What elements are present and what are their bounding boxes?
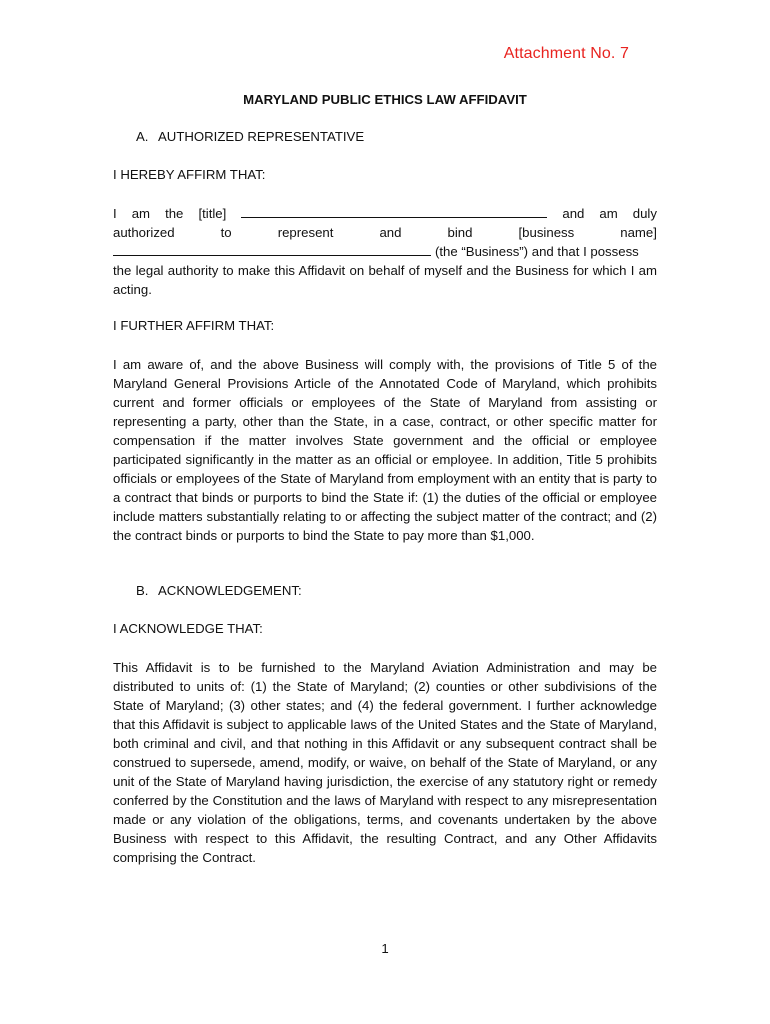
word: authorized	[113, 225, 175, 240]
affirm-row-3	[113, 242, 657, 261]
affirm-block	[113, 204, 657, 299]
affirm-row-2	[113, 223, 657, 242]
business-name-blank-field[interactable]	[113, 242, 431, 256]
attachment-label: Attachment No. 7	[503, 45, 629, 62]
ethics-paragraph: I am aware of, and the above Business will comply with, the provisions of Title 5 of the Maryland General Provisions Article of the Annotated Code of Maryland, which prohibits current and former officials or employees of the State of Maryland from assisting or representing a party, other than the State, in a case, contract, or other specific matter for compensation if the matter involves State government and the official or employee participated significantly in the matter as an official or employee. In addition, Title 5 prohibits officials or employees of the State of Maryland from employment with an entity that is party to a contract that binds or purports to bind the State if: (1) the duties of the official or employee include matters substantially relating to or affecting the subject matter of the contract; and (2) the contract binds or purports to bind the State to pay more than $1,000.	[113, 357, 657, 543]
document-title: MARYLAND PUBLIC ETHICS LAW AFFIDAVIT	[243, 92, 527, 107]
word: am	[599, 206, 618, 221]
affirm-statement-1: I HEREBY AFFIRM THAT:	[113, 167, 266, 182]
word: am	[131, 206, 151, 221]
word: name]	[620, 225, 657, 240]
page-number: 1	[381, 941, 389, 956]
word: and	[562, 206, 585, 221]
title-label: [title]	[198, 206, 227, 221]
word: I	[113, 206, 117, 221]
business-label: [business	[518, 225, 575, 240]
title-blank-field[interactable]	[241, 204, 547, 218]
section-a-heading	[136, 129, 364, 144]
section-a-title: AUTHORIZED REPRESENTATIVE	[158, 129, 365, 144]
acknowledge-statement: I ACKNOWLEDGE THAT:	[113, 621, 263, 636]
business-clause: (the “Business”) and that I possess	[435, 244, 639, 259]
affirm-statement-2: I FURTHER AFFIRM THAT:	[113, 318, 275, 333]
acknowledgement-paragraph: This Affidavit is to be furnished to the Maryland Aviation Administration and may be distributed to units of: (1) the State of Maryland; (2) counties or other subdivisions of the State of Maryland; (3) other states; and (4) the federal government. I further acknowledge that this Affidavit is subject to applicable laws of the United States and the State of Maryland, both criminal and civil, and that nothing in this Affidavit or any subsequent contract shall be construed to supersede, amend, modify, or waive, on behalf of the State of Maryland, or any unit of the State of Maryland having jurisdiction, the exercise of any statutory right or remedy conferred by the Constitution and the laws of Maryland with respect to any misrepresentation made or any violation of the obligations, terms, and covenants undertaken by the above Business with respect to this Affidavit, the resulting Contract, and any Other Affidavits comprising the Contract.	[113, 660, 657, 865]
section-b-letter: B.	[136, 583, 149, 598]
section-b-title: ACKNOWLEDGEMENT:	[158, 583, 302, 598]
word: to	[220, 225, 232, 240]
affirm-row-4: the legal authority to make this Affidavit on behalf of myself and the Business for which I am acting.	[113, 263, 657, 297]
word: bind	[447, 225, 473, 240]
word: and	[379, 225, 402, 240]
word: represent	[277, 225, 334, 240]
word: the	[165, 206, 184, 221]
word: duly	[632, 206, 657, 221]
section-a-letter: A.	[136, 129, 149, 144]
affirm-row-1	[113, 204, 657, 223]
section-b-heading	[136, 583, 302, 598]
